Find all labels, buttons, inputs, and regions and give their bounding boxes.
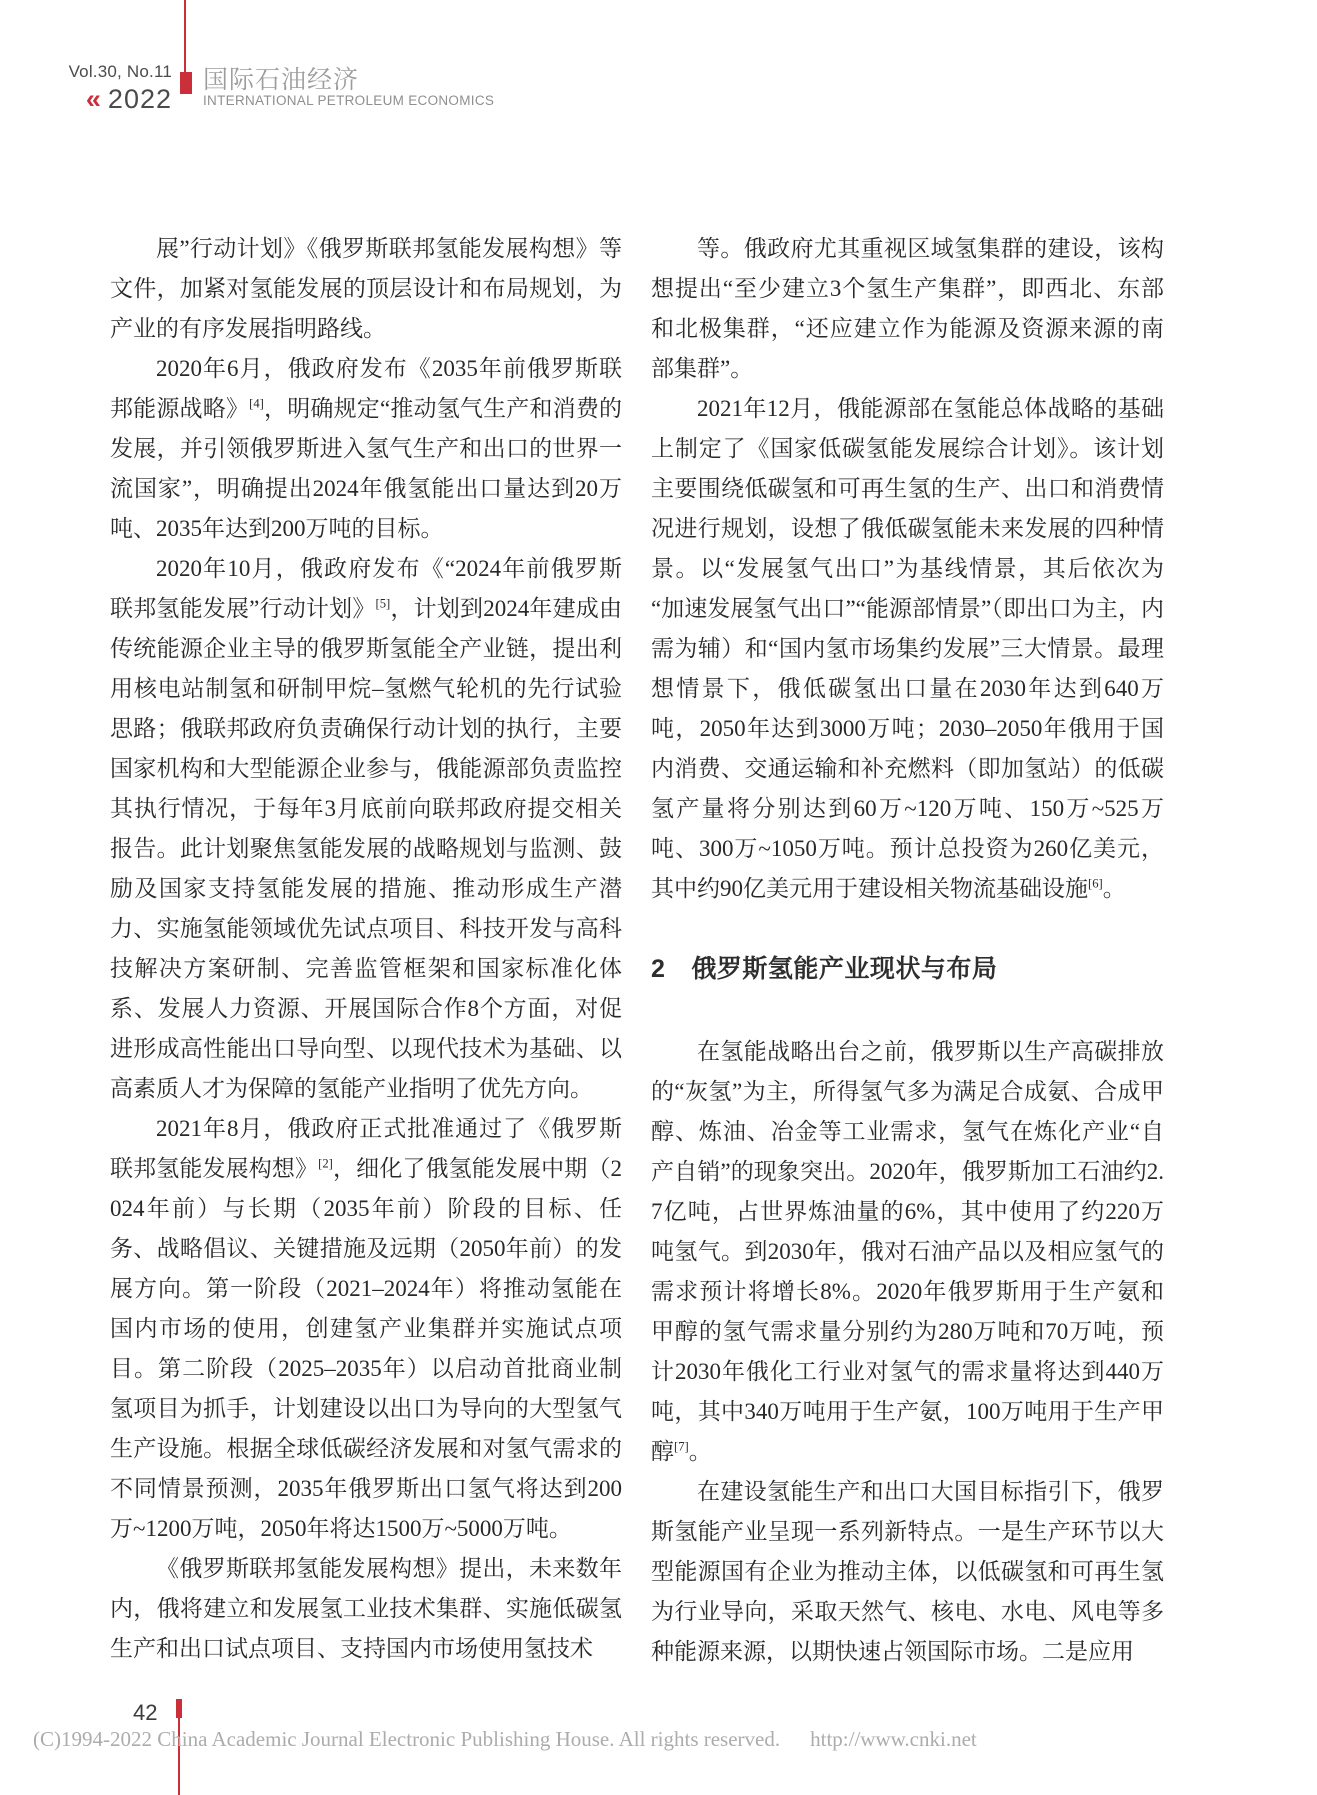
paragraph: 《俄罗斯联邦氢能发展构想》提出，未来数年内，俄将建立和发展氢工业技术集群、实施低碳氢生产和出口试点项目、支持国内市场使用氢技术 — [110, 1556, 622, 1661]
page-number: 42 — [133, 1700, 158, 1725]
double-chevron-icon: « — [85, 84, 102, 114]
journal-title-zh: 国际石油经济 — [203, 66, 360, 94]
year: 2022 — [107, 84, 172, 114]
right-paragraph-group-bottom — [651, 1032, 1164, 1672]
paragraph: 2021年12月，俄能源部在氢能总体战略的基础上制定了《国家低碳氢能发展综合计划》。该计划主要围绕低碳氢和可再生氢的生产、出口和消费情况进行规划，设想了俄低碳氢能未来发展的四种情景。以“发展氢气出口”为基线情景，其后依次为“加速发展氢气出口”“能源部情景”（即出口为主，内需为辅）和“国内氢市场集约发展”三大情景。最理想情景下，俄低碳氢出口量在2030年达到640万吨，2050年达到3000万吨；2030–2050年俄用于国内消费、交通运输和补充燃料（即加氢站）的低碳氢产量将分别达到60万~120万吨、150万~525万吨、300万~1050万吨。预计总投资为260亿美元，其中约90亿美元用于建设相关物流基础设施[6]。 — [651, 396, 1164, 901]
red-block-top — [180, 72, 192, 94]
paragraph: 2020年10月，俄政府发布《“2024年前俄罗斯联邦氢能发展”行动计划》[5]，计划到2024年建成由传统能源企业主导的俄罗斯氢能全产业链，提出利用核电站制氢和研制甲烷–氢燃气轮机的先行试验思路；俄联邦政府负责确保行动计划的执行，主要国家机构和大型能源企业参与，俄能源部负责监控其执行情况，于每年3月底前向联邦政府提交相关报告。此计划聚焦氢能发展的战略规划与监测、鼓励及国家支持氢能发展的措施、推动形成生产潜力、实施氢能领域优先试点项目、科技开发与高科技解决方案研制、完善监管框架和国家标准化体系、发展人力资源、开展国际合作8个方面，对促进形成高性能出口导向型、以现代技术为基础、以高素质人才为保障的氢能产业指明了优先方向。 — [110, 556, 622, 1101]
left-paragraph-group — [110, 229, 622, 1669]
paragraph: 等。俄政府尤其重视区域氢集群的建设，该构想提出“至少建立3个氢生产集群”，即西北、东部和北极集群，“还应建立作为能源及资源来源的南部集群”。 — [651, 236, 1164, 381]
left-column — [110, 229, 622, 1679]
paragraph: 2021年8月，俄政府正式批准通过了《俄罗斯联邦氢能发展构想》[2]，细化了俄氢能发展中期（2024年前）与长期（2035年前）阶段的目标、任务、战略倡议、关键措施及远期（2050年前）的发展方向。第一阶段（2021–2024年）将推动氢能在国内市场的使用，创建氢产业集群并实施试点项目。第二阶段（2025–2035年）以启动首批商业制氢项目为抓手，计划建设以出口为导向的大型氢气生产设施。根据全球低碳经济发展和对氢气需求的不同情景预测，2035年俄罗斯出口氢气将达到200万~1200万吨，2050年将达1500万~5000万吨。 — [110, 1116, 622, 1541]
right-paragraph-group-top — [651, 229, 1164, 909]
section-title: 俄罗斯氢能产业现状与布局 — [691, 955, 998, 983]
paragraph: 在氢能战略出台之前，俄罗斯以生产高碳排放的“灰氢”为主，所得氢气多为满足合成氨、合成甲醇、炼油、冶金等工业需求，氢气在炼化产业“自产自销”的现象突出。2020年，俄罗斯加工石油约2.7亿吨，占世界炼油量的6%，其中使用了约220万吨氢气。到2030年，俄对石油产品以及相应氢气的需求预计将增长8%。2020年俄罗斯用于生产氨和甲醇的氢气需求量分别约为280万吨和70万吨，预计2030年俄化工行业对氢气的需求量将达到440万吨，其中340万吨用于生产氨，100万吨用于生产甲醇[7]。 — [651, 1039, 1164, 1464]
copyright-text: (C)1994-2022 China Academic Journal Electronic Publishing House. All rights reserved. — [33, 1727, 781, 1751]
volume-year-block — [58, 62, 172, 114]
paragraph: 在建设氢能生产和出口大国目标指引下，俄罗斯氢能产业呈现一系列新特点。一是生产环节以大型能源国有企业为推动主体，以低碳氢和可再生氢为行业导向，采取天然气、核电、水电、风电等多种能源来源，以期快速占领国际市场。二是应用 — [651, 1479, 1164, 1664]
copyright-line — [33, 1727, 977, 1752]
year-line — [58, 84, 172, 114]
volume-issue: Vol.30, No.11 — [68, 62, 172, 81]
red-rule-top — [184, 0, 186, 73]
journal-title-en: INTERNATIONAL PETROLEUM ECONOMICS — [203, 93, 495, 108]
section-heading — [651, 949, 1164, 989]
copyright-url: http://www.cnki.net — [810, 1727, 977, 1751]
paragraph: 展”行动计划》《俄罗斯联邦氢能发展构想》等文件，加紧对氢能发展的顶层设计和布局规划，为产业的有序发展指明路线。 — [110, 236, 622, 341]
section-number: 2 — [651, 955, 666, 983]
paragraph: 2020年6月，俄政府发布《2035年前俄罗斯联邦能源战略》[4]，明确规定“推动氢气生产和消费的发展，并引领俄罗斯进入氢气生产和出口的世界一流国家”，明确提出2024年俄氢能出口量达到20万吨、2035年达到200万吨的目标。 — [110, 356, 622, 541]
right-column — [651, 229, 1164, 1679]
